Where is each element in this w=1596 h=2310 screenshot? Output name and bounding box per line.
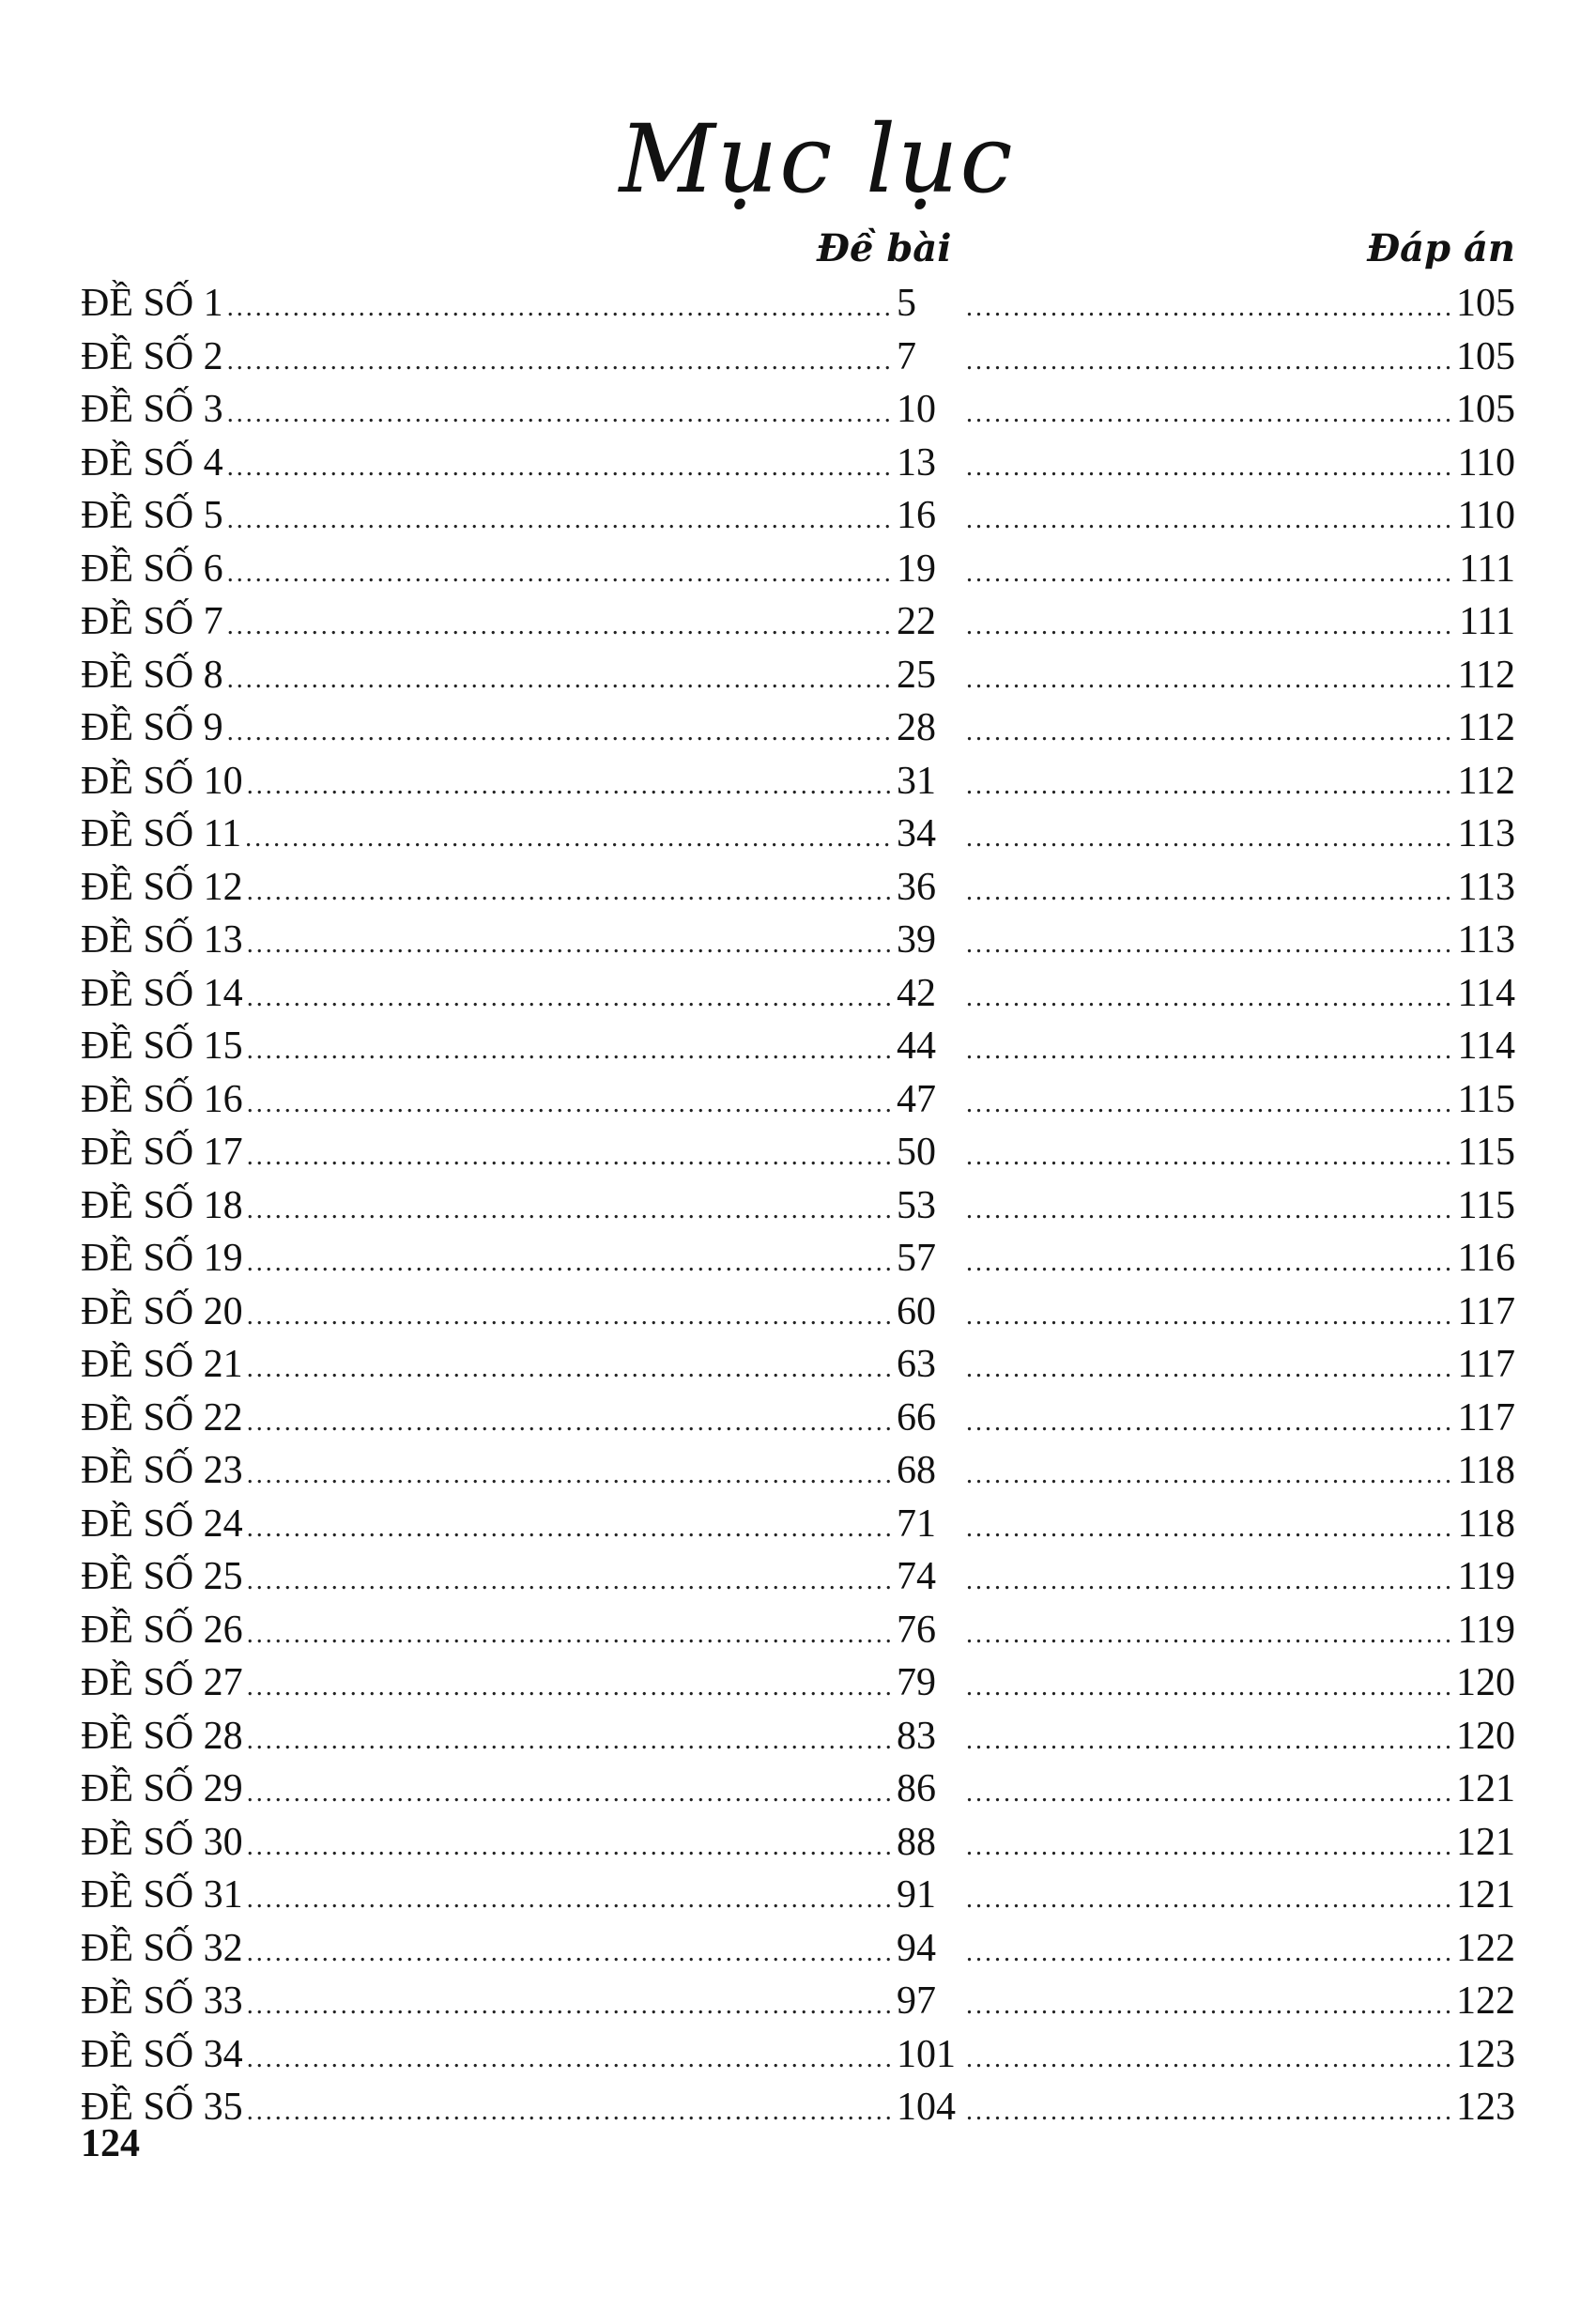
toc-entry-answer-page: 117 xyxy=(1457,1395,1515,1440)
toc-entry xyxy=(81,649,1515,702)
dot-leader xyxy=(966,1767,1452,1820)
dot-leader xyxy=(966,1502,1454,1555)
toc-entry-label: ĐỀ SỐ 13 xyxy=(81,918,243,962)
toc-entry-label: ĐỀ SỐ 19 xyxy=(81,1237,243,1280)
dot-leader xyxy=(247,1131,893,1183)
toc-entry-exercise-page: 86 xyxy=(897,1767,936,1810)
toc-entry-exercise-page: 31 xyxy=(897,759,936,803)
toc-entry xyxy=(81,861,1515,915)
toc-entry xyxy=(81,1975,1515,2028)
toc-entry-answer-page: 121 xyxy=(1456,1767,1515,1810)
toc-entry-answer-page: 115 xyxy=(1457,1077,1515,1121)
dot-leader xyxy=(966,2086,1452,2138)
toc-entry-label: ĐỀ SỐ 15 xyxy=(81,1024,243,1068)
toc-entry-exercise-page: 104 xyxy=(897,2086,956,2129)
dot-leader xyxy=(247,1237,893,1289)
toc-entry xyxy=(81,914,1515,967)
column-header-exercise: Đề bài xyxy=(817,226,952,270)
toc-entry-exercise-page: 101 xyxy=(897,2032,956,2076)
toc-entry-exercise-page: 94 xyxy=(897,1926,936,1970)
toc-entry-exercise-page: 36 xyxy=(897,865,936,909)
toc-entry xyxy=(81,1179,1515,1233)
toc-entry-label: ĐỀ SỐ 21 xyxy=(81,1343,243,1386)
dot-leader xyxy=(966,1290,1454,1343)
dot-leader xyxy=(247,866,893,918)
dot-leader xyxy=(966,760,1454,812)
toc-entry xyxy=(81,1338,1515,1392)
dot-leader xyxy=(247,1396,893,1449)
toc-entry-exercise-page: 53 xyxy=(897,1183,936,1227)
toc-entry xyxy=(81,1869,1515,1922)
toc-entry xyxy=(81,755,1515,808)
dot-leader xyxy=(227,547,893,600)
toc-entry-label: ĐỀ SỐ 12 xyxy=(81,865,243,909)
toc-entry xyxy=(81,543,1515,596)
toc-entry xyxy=(81,277,1515,331)
toc-entry-label: ĐỀ SỐ 11 xyxy=(81,812,242,855)
toc-entry-exercise-page: 97 xyxy=(897,1979,936,2023)
toc-entry-answer-page: 105 xyxy=(1456,282,1515,325)
toc-entry-answer-page: 112 xyxy=(1457,706,1515,749)
dot-leader xyxy=(227,654,893,706)
toc-entry-exercise-page: 83 xyxy=(897,1714,936,1758)
toc-entry-label: ĐỀ SỐ 35 xyxy=(81,2086,243,2129)
dot-leader xyxy=(966,1343,1454,1395)
toc-entry xyxy=(81,1710,1515,1763)
toc-entry-label: ĐỀ SỐ 3 xyxy=(81,388,223,431)
dot-leader xyxy=(227,441,893,494)
toc-entry-exercise-page: 68 xyxy=(897,1449,936,1492)
toc-entry-answer-page: 122 xyxy=(1456,1926,1515,1970)
toc-entry-exercise-page: 47 xyxy=(897,1077,936,1121)
dot-leader xyxy=(247,972,893,1024)
toc-entry-exercise-page: 63 xyxy=(897,1343,936,1386)
dot-leader xyxy=(247,1502,893,1555)
toc-entry-exercise-page: 39 xyxy=(897,918,936,962)
toc-entry-label: ĐỀ SỐ 30 xyxy=(81,1820,243,1864)
toc-entry-answer-page: 110 xyxy=(1457,440,1515,485)
column-header-answer: Đáp án xyxy=(1367,226,1515,270)
toc-entry-exercise-page: 91 xyxy=(897,1873,936,1917)
dot-leader xyxy=(966,866,1454,918)
dot-leader xyxy=(966,918,1454,971)
dot-leader xyxy=(966,1024,1454,1077)
toc-entry xyxy=(81,1816,1515,1870)
dot-leader xyxy=(966,1979,1452,2032)
toc-entry-exercise-page: 34 xyxy=(897,812,936,855)
dot-leader xyxy=(966,1396,1454,1449)
toc-entry-exercise-page: 79 xyxy=(897,1661,936,1704)
dot-leader xyxy=(966,494,1454,547)
toc-entry-answer-page: 117 xyxy=(1457,1289,1515,1333)
toc-entry-answer-page: 111 xyxy=(1459,547,1515,591)
toc-entry-exercise-page: 74 xyxy=(897,1555,936,1598)
dot-leader xyxy=(966,2033,1452,2086)
table-of-contents xyxy=(81,277,1515,2134)
toc-entry-label: ĐỀ SỐ 22 xyxy=(81,1395,243,1440)
dot-leader xyxy=(966,1184,1454,1237)
toc-entry-exercise-page: 76 xyxy=(897,1608,936,1652)
dot-leader xyxy=(966,282,1452,334)
toc-entry-exercise-page: 50 xyxy=(897,1131,936,1174)
toc-entry xyxy=(81,1392,1515,1445)
dot-leader xyxy=(227,706,893,759)
dot-leader xyxy=(247,1184,893,1237)
dot-leader xyxy=(966,812,1454,865)
toc-entry-label: ĐỀ SỐ 34 xyxy=(81,2032,243,2076)
toc-entry xyxy=(81,489,1515,543)
dot-leader xyxy=(247,1873,893,1926)
toc-entry-label: ĐỀ SỐ 17 xyxy=(81,1131,243,1174)
dot-leader xyxy=(247,1661,893,1714)
toc-entry-label: ĐỀ SỐ 8 xyxy=(81,653,223,697)
dot-leader xyxy=(247,1767,893,1820)
toc-entry-answer-page: 114 xyxy=(1457,971,1515,1015)
toc-entry-label: ĐỀ SỐ 7 xyxy=(81,600,223,643)
toc-entry-label: ĐỀ SỐ 23 xyxy=(81,1449,243,1492)
toc-entry-answer-page: 113 xyxy=(1457,865,1515,909)
dot-leader xyxy=(247,1609,893,1661)
toc-entry-answer-page: 118 xyxy=(1457,1449,1515,1492)
toc-entry xyxy=(81,1656,1515,1710)
toc-entry-label: ĐỀ SỐ 24 xyxy=(81,1502,243,1546)
toc-entry-exercise-page: 13 xyxy=(897,440,936,485)
dot-leader xyxy=(227,494,893,547)
dot-leader xyxy=(966,654,1454,706)
dot-leader xyxy=(966,1927,1452,1979)
toc-entry-answer-page: 115 xyxy=(1457,1183,1515,1227)
toc-entry xyxy=(81,1286,1515,1339)
dot-leader xyxy=(966,1821,1452,1873)
toc-entry-answer-page: 121 xyxy=(1456,1820,1515,1864)
toc-entry-answer-page: 119 xyxy=(1457,1608,1515,1652)
toc-entry-label: ĐỀ SỐ 5 xyxy=(81,494,223,537)
dot-leader xyxy=(966,1715,1452,1767)
toc-entry-label: ĐỀ SỐ 32 xyxy=(81,1926,243,1970)
toc-entry-exercise-page: 5 xyxy=(897,282,916,325)
dot-leader xyxy=(247,1024,893,1077)
toc-entry xyxy=(81,1498,1515,1551)
dot-leader xyxy=(966,388,1452,440)
dot-leader xyxy=(966,972,1454,1024)
dot-leader xyxy=(247,760,893,812)
toc-entry-exercise-page: 44 xyxy=(897,1024,936,1068)
toc-entry xyxy=(81,1126,1515,1179)
toc-entry-exercise-page: 16 xyxy=(897,494,936,537)
toc-entry-label: ĐỀ SỐ 4 xyxy=(81,440,223,485)
toc-entry-exercise-page: 71 xyxy=(897,1502,936,1546)
toc-entry-label: ĐỀ SỐ 26 xyxy=(81,1608,243,1652)
dot-leader xyxy=(247,1715,893,1767)
dot-leader xyxy=(966,600,1455,653)
toc-entry-exercise-page: 57 xyxy=(897,1237,936,1280)
toc-entry-answer-page: 112 xyxy=(1457,759,1515,803)
dot-leader xyxy=(247,918,893,971)
toc-entry-label: ĐỀ SỐ 20 xyxy=(81,1289,243,1333)
dot-leader xyxy=(966,1609,1454,1661)
toc-entry-answer-page: 119 xyxy=(1457,1555,1515,1598)
toc-entry-answer-page: 115 xyxy=(1457,1131,1515,1174)
dot-leader xyxy=(966,1873,1452,1926)
page-title: Mục lục xyxy=(619,104,1015,214)
toc-entry xyxy=(81,701,1515,755)
toc-entry-label: ĐỀ SỐ 29 xyxy=(81,1767,243,1810)
toc-entry-label: ĐỀ SỐ 6 xyxy=(81,547,223,591)
toc-entry-label: ĐỀ SỐ 16 xyxy=(81,1077,243,1121)
toc-entry-answer-page: 105 xyxy=(1456,388,1515,431)
dot-leader xyxy=(227,388,893,440)
dot-leader xyxy=(966,1555,1454,1608)
toc-entry-answer-page: 121 xyxy=(1456,1873,1515,1917)
toc-entry-label: ĐỀ SỐ 25 xyxy=(81,1555,243,1598)
toc-entry-answer-page: 105 xyxy=(1456,334,1515,378)
toc-entry xyxy=(81,383,1515,437)
toc-entry-exercise-page: 42 xyxy=(897,971,936,1015)
toc-entry-answer-page: 117 xyxy=(1457,1343,1515,1386)
dot-leader xyxy=(227,335,893,388)
toc-entry-label: ĐỀ SỐ 1 xyxy=(81,282,223,325)
toc-entry-answer-page: 113 xyxy=(1457,812,1515,855)
toc-entry xyxy=(81,437,1515,490)
dot-leader xyxy=(247,1927,893,1979)
dot-leader xyxy=(245,812,893,865)
toc-entry-exercise-page: 66 xyxy=(897,1395,936,1440)
toc-entry-exercise-page: 10 xyxy=(897,388,936,431)
dot-leader xyxy=(247,1078,893,1131)
toc-entry xyxy=(81,1604,1515,1657)
dot-leader xyxy=(966,1661,1452,1714)
toc-entry-answer-page: 113 xyxy=(1457,918,1515,962)
dot-leader xyxy=(247,1290,893,1343)
toc-entry xyxy=(81,808,1515,861)
dot-leader xyxy=(966,441,1454,494)
toc-entry xyxy=(81,2028,1515,2082)
dot-leader xyxy=(966,1131,1454,1183)
dot-leader xyxy=(247,1343,893,1395)
dot-leader xyxy=(247,1821,893,1873)
dot-leader xyxy=(966,706,1454,759)
toc-entry-label: ĐỀ SỐ 27 xyxy=(81,1661,243,1704)
toc-entry-answer-page: 122 xyxy=(1456,1979,1515,2023)
toc-entry xyxy=(81,2081,1515,2134)
toc-entry-label: ĐỀ SỐ 9 xyxy=(81,706,223,749)
toc-entry-answer-page: 120 xyxy=(1456,1661,1515,1704)
toc-entry xyxy=(81,1020,1515,1073)
dot-leader xyxy=(247,1449,893,1502)
dot-leader xyxy=(247,2086,893,2138)
toc-entry-label: ĐỀ SỐ 18 xyxy=(81,1183,243,1227)
toc-entry-answer-page: 120 xyxy=(1456,1714,1515,1758)
toc-entry-answer-page: 116 xyxy=(1457,1237,1515,1280)
toc-entry-label: ĐỀ SỐ 10 xyxy=(81,759,243,803)
dot-leader xyxy=(227,600,893,653)
toc-entry xyxy=(81,1232,1515,1286)
toc-entry-exercise-page: 28 xyxy=(897,706,936,749)
toc-entry xyxy=(81,967,1515,1021)
dot-leader xyxy=(227,282,893,334)
toc-entry-label: ĐỀ SỐ 33 xyxy=(81,1979,243,2023)
toc-entry-answer-page: 123 xyxy=(1456,2086,1515,2129)
toc-entry-answer-page: 110 xyxy=(1457,494,1515,537)
dot-leader xyxy=(966,1449,1454,1502)
toc-entry xyxy=(81,1073,1515,1127)
page-number: 124 xyxy=(81,2122,140,2165)
toc-entry-label: ĐỀ SỐ 14 xyxy=(81,971,243,1015)
toc-entry-exercise-page: 60 xyxy=(897,1289,936,1333)
toc-entry xyxy=(81,1444,1515,1498)
toc-entry-exercise-page: 22 xyxy=(897,600,936,643)
toc-entry-answer-page: 123 xyxy=(1456,2032,1515,2076)
toc-entry-answer-page: 114 xyxy=(1457,1024,1515,1068)
dot-leader xyxy=(247,1979,893,2032)
toc-entry xyxy=(81,595,1515,649)
toc-entry-label: ĐỀ SỐ 2 xyxy=(81,334,223,378)
dot-leader xyxy=(966,547,1455,600)
dot-leader xyxy=(966,1237,1454,1289)
toc-entry-answer-page: 118 xyxy=(1457,1502,1515,1546)
toc-entry xyxy=(81,1550,1515,1604)
dot-leader xyxy=(247,1555,893,1608)
toc-entry xyxy=(81,1922,1515,1976)
toc-entry-exercise-page: 19 xyxy=(897,547,936,591)
toc-entry xyxy=(81,1763,1515,1816)
toc-entry-label: ĐỀ SỐ 31 xyxy=(81,1873,243,1917)
dot-leader xyxy=(247,2033,893,2086)
toc-entry-exercise-page: 25 xyxy=(897,653,936,697)
toc-entry-exercise-page: 88 xyxy=(897,1820,936,1864)
toc-entry-answer-page: 112 xyxy=(1457,653,1515,697)
toc-entry-label: ĐỀ SỐ 28 xyxy=(81,1714,243,1758)
toc-entry-exercise-page: 7 xyxy=(897,334,916,378)
dot-leader xyxy=(966,1078,1454,1131)
toc-entry xyxy=(81,331,1515,384)
toc-entry-answer-page: 111 xyxy=(1459,600,1515,643)
dot-leader xyxy=(966,335,1452,388)
